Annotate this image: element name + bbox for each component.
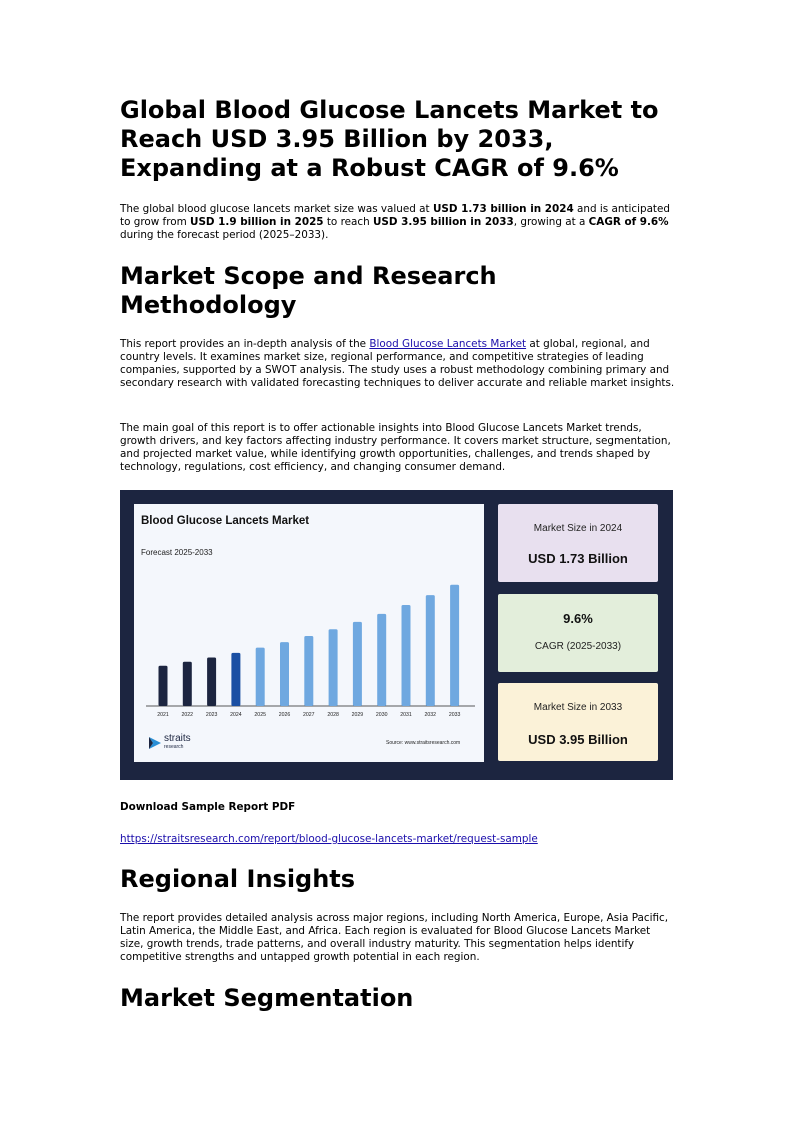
market-report-link[interactable]: Blood Glucose Lancets Market <box>369 338 527 350</box>
intro-text: , growing at a <box>513 216 589 228</box>
intro-highlight: USD 1.73 billion in 2024 <box>432 203 574 215</box>
intro-text: to reach <box>323 216 373 228</box>
logo-text: straits <box>164 733 191 744</box>
bar-2033 <box>450 585 459 706</box>
bar-2022 <box>183 662 192 706</box>
straits-logo <box>148 734 191 752</box>
chart-card <box>134 504 484 762</box>
intro-paragraph <box>120 203 676 242</box>
bar-2025 <box>256 648 265 706</box>
intro-text: and is anticipated to grow from <box>120 203 670 228</box>
bar-2031 <box>402 605 411 706</box>
intro-highlight: USD 3.95 billion in 2033 <box>373 216 514 228</box>
logo-wordmark <box>164 734 191 752</box>
sample-report-link[interactable]: https://straitsresearch.com/report/blood-glucose-lancets-market/request-sample <box>120 833 538 845</box>
download-label: Download Sample Report PDF <box>120 801 296 813</box>
intro-highlight: CAGR of 9.6% <box>588 216 669 228</box>
scope-text: at global, regional, and country levels. It examines market size, regional performance, and competitive strategies of leading companies, supported by a SWOT analysis. The study uses a robust methodology combining primary and secondary research with validated forecasting techniques to deliver accurate and reliable market insights. <box>120 338 675 389</box>
stat-label: Market Size in 2033 <box>533 702 623 713</box>
x-tick-label: 2031 <box>400 712 412 718</box>
chart-subtitle: Forecast 2025-2033 <box>141 548 213 557</box>
stat-value: USD 1.73 Billion <box>528 551 628 566</box>
stat-card-2024 <box>498 504 658 582</box>
bar-2024 <box>231 653 240 706</box>
stat-label: CAGR (2025-2033) <box>534 641 622 652</box>
bar-2026 <box>280 642 289 706</box>
market-infographic <box>120 490 673 780</box>
regional-paragraph: The report provides detailed analysis across major regions, including North America, Europe, Asia Pacific, Latin America, the Middle East, and Africa. Each region is evaluated for Blood Glucose Lancets Market size, growth trends, trade patterns, and overall industry maturity. This segmentation helps identify competitive strengths and untapped growth potential in each region. <box>120 912 669 963</box>
straits-logo-icon <box>148 736 162 750</box>
scope-paragraph-2: The main goal of this report is to offer actionable insights into Blood Glucose Lancets Market trends, growth drivers, and key factors affecting industry performance. It covers market structure, segmentation, and projected market value, while identifying growth opportunities, challenges, and trends shaped by technology, regulations, cost efficiency, and changing consumer demand. <box>120 422 671 473</box>
bar-2029 <box>353 622 362 706</box>
intro-highlight: USD 1.9 billion in 2025 <box>190 216 324 228</box>
bar-2021 <box>159 666 168 706</box>
bar-2032 <box>426 595 435 706</box>
x-tick-label: 2026 <box>278 712 291 718</box>
scope-paragraph-1 <box>120 338 676 390</box>
regional-heading: Regional Insights <box>120 865 356 893</box>
x-tick-label: 2032 <box>424 712 437 718</box>
chart-title: Blood Glucose Lancets Market <box>141 515 310 527</box>
bar-chart <box>134 504 484 762</box>
bar-2023 <box>207 657 216 706</box>
stat-label: Market Size in 2024 <box>533 523 623 534</box>
bar-2028 <box>329 629 338 706</box>
x-tick-label: 2023 <box>205 712 218 718</box>
intro-text: The global blood glucose lancets market size was valued at <box>120 203 433 215</box>
chart-source: Source: www.straitsresearch.com <box>386 740 461 746</box>
segmentation-heading: Market Segmentation <box>120 984 414 1012</box>
intro-text: during the forecast period (2025–2033). <box>120 229 329 241</box>
stat-value: 9.6% <box>563 611 593 626</box>
stat-card-cagr <box>498 594 658 672</box>
x-tick-label: 2022 <box>181 712 194 718</box>
stat-value: USD 3.95 Billion <box>528 732 628 747</box>
stat-card-2033 <box>498 683 658 761</box>
bar-2030 <box>377 614 386 706</box>
x-tick-label: 2029 <box>351 712 364 718</box>
scope-heading: Market Scope and Research Methodology <box>120 262 497 319</box>
x-tick-label: 2028 <box>327 712 339 718</box>
x-tick-label: 2030 <box>375 712 388 718</box>
x-tick-label: 2033 <box>448 712 461 718</box>
bar-2027 <box>304 636 313 706</box>
logo-subtext: research <box>164 744 184 750</box>
x-tick-label: 2021 <box>157 712 169 718</box>
x-tick-label: 2027 <box>303 712 315 718</box>
page-title: Global Blood Glucose Lancets Market to Reach USD 3.95 Billion by 2033, Expanding at a Robust CAGR of 9.6% <box>120 96 659 182</box>
scope-text: This report provides an in-depth analysis of the <box>120 338 370 350</box>
x-tick-label: 2025 <box>254 712 266 718</box>
x-tick-label: 2024 <box>230 712 242 718</box>
